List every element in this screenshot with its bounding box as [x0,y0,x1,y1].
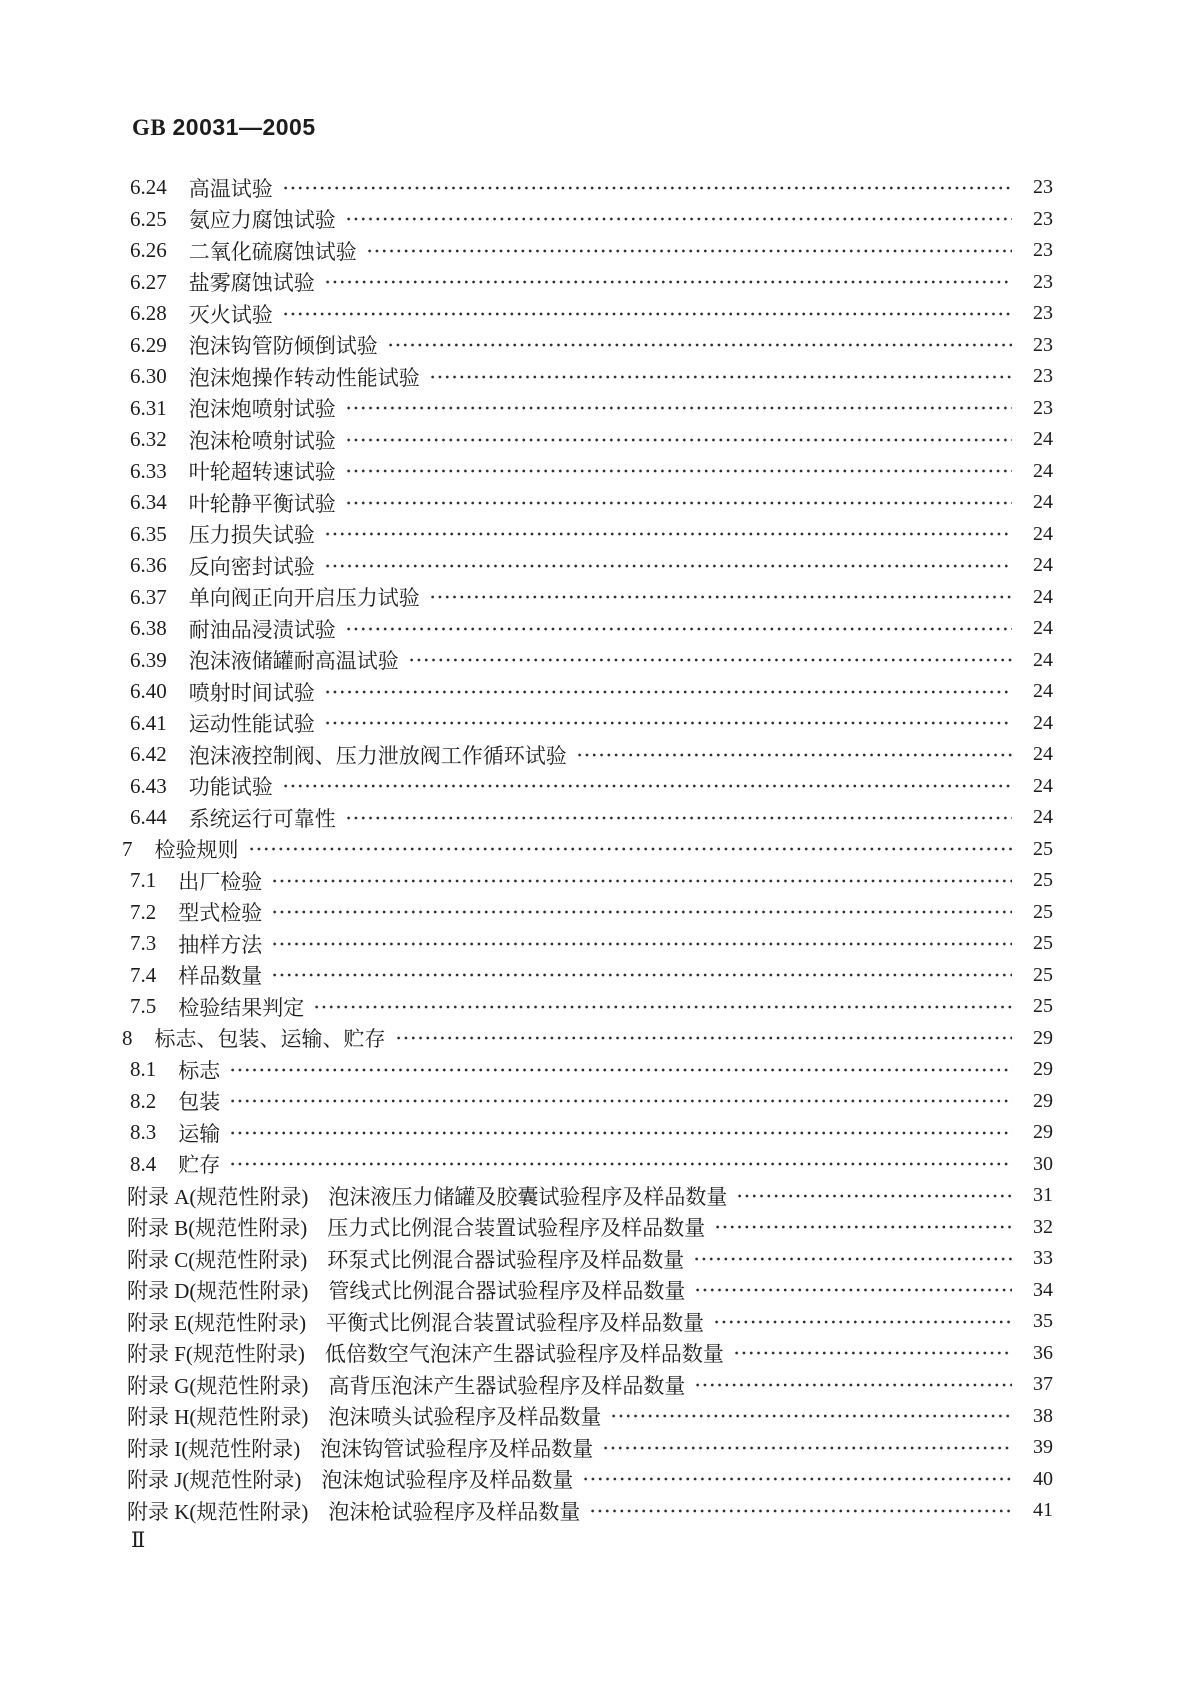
toc-leader-dots [229,1091,1012,1111]
toc-leader-dots [248,839,1013,859]
toc-entry-title: 低倍数空气泡沫产生器试验程序及样品数量 [324,1342,724,1367]
toc-entry-page: 24 [1033,491,1053,514]
toc-entry-page: 25 [1033,900,1053,923]
toc-entry[interactable] [122,298,1053,330]
toc-entry[interactable] [122,1432,1053,1464]
toc-leader-dots [693,1249,1012,1269]
toc-entry-number: 6.28 [130,301,167,326]
toc-leader-dots [366,241,1012,261]
toc-entry[interactable] [122,865,1053,897]
toc-entry-number: 附录 G(规范性附录) [127,1373,309,1398]
toc-entry-page: 33 [1033,1247,1053,1270]
toc-leader-dots [345,430,1012,450]
toc-entry-number: 6.35 [130,521,167,546]
toc-entry[interactable] [122,1338,1053,1370]
toc-leader-dots [313,997,1012,1017]
toc-leader-dots [324,524,1012,544]
toc-entry-title: 标志、包装、运输、贮存 [154,1027,386,1052]
toc-entry-number: 6.25 [130,206,167,231]
toc-leader-dots [229,1123,1012,1143]
toc-entry-number: 8.3 [130,1120,157,1145]
toc-entry[interactable] [122,172,1053,204]
toc-entry-page: 24 [1033,806,1053,829]
toc-leader-dots [282,178,1012,198]
toc-entry-number: 6.42 [130,742,167,767]
toc-entry[interactable] [122,582,1053,614]
toc-entry-number: 6.39 [130,647,167,672]
toc-entry-page: 23 [1033,270,1053,293]
toc-entry-number: 附录 J(规范性附录) [127,1468,302,1493]
toc-entry-title: 型式检验 [178,901,263,926]
toc-entry[interactable] [122,1054,1053,1086]
toc-entry-number: 6.40 [130,679,167,704]
toc-entry-page: 41 [1033,1499,1053,1522]
toc-entry-title: 运输 [178,1121,221,1146]
toc-entry[interactable] [122,1401,1053,1433]
toc-entry-title: 氨应力腐蚀试验 [188,208,336,233]
toc-entry-title: 叶轮超转速试验 [188,460,336,485]
toc-entry-title: 压力损失试验 [188,523,315,548]
toc-entry[interactable] [122,1275,1053,1307]
toc-entry-number: 附录 C(规范性附录) [127,1247,308,1272]
toc-entry-number: 6.44 [130,805,167,830]
toc-entry-number: 8.1 [130,1057,157,1082]
toc-entry-title: 检验规则 [154,838,239,863]
toc-entry-number: 8 [122,1025,133,1050]
toc-entry-number: 附录 B(规范性附录) [127,1216,308,1241]
toc-entry-number: 附录 I(规范性附录) [127,1436,301,1461]
toc-entry[interactable] [122,456,1053,488]
toc-entry[interactable] [122,204,1053,236]
toc-entry-number: 附录 H(规范性附录) [127,1405,309,1430]
toc-entry-page: 23 [1033,302,1053,325]
toc-leader-dots [345,209,1012,229]
toc-entry-page: 29 [1033,1089,1053,1112]
toc-entry-number: 6.27 [130,269,167,294]
toc-leader-dots [271,934,1012,954]
toc-entry-title: 反向密封试验 [188,554,315,579]
toc-entry[interactable] [122,991,1053,1023]
standard-code-prefix: GB [132,115,173,140]
toc-entry-title: 出厂检验 [178,869,263,894]
toc-leader-dots [429,587,1012,607]
toc-entry-title: 泡沫炮喷射试验 [188,397,336,422]
toc-leader-dots [271,871,1012,891]
toc-leader-dots [229,1154,1012,1174]
toc-entry-title: 检验结果判定 [178,995,305,1020]
toc-entry[interactable] [122,1464,1053,1496]
toc-entry-number: 7.5 [130,994,157,1019]
toc-leader-dots [345,493,1012,513]
toc-entry-number: 附录 D(规范性附录) [127,1279,309,1304]
toc-entry-page: 39 [1033,1436,1053,1459]
toc-leader-dots [324,272,1012,292]
toc-list [122,172,1053,1527]
toc-entry-title: 泡沫炮试验程序及样品数量 [321,1468,574,1493]
toc-entry-page: 35 [1033,1310,1053,1333]
toc-leader-dots [429,367,1012,387]
toc-entry-title: 泡沫钩管防倾倒试验 [188,334,378,359]
toc-entry[interactable] [122,802,1053,834]
toc-entry-title: 泡沫枪喷射试验 [188,428,336,453]
toc-entry-title: 二氧化硫腐蚀试验 [188,239,357,264]
toc-leader-dots [576,745,1012,765]
toc-entry-page: 37 [1033,1373,1053,1396]
toc-entry-number: 6.36 [130,553,167,578]
toc-entry[interactable] [122,393,1053,425]
toc-entry[interactable] [122,897,1053,929]
toc-entry[interactable] [122,361,1053,393]
toc-entry-number: 6.26 [130,238,167,263]
toc-entry-title: 标志 [178,1058,221,1083]
toc-entry-number: 6.34 [130,490,167,515]
toc-leader-dots [713,1312,1012,1332]
toc-entry[interactable] [122,1023,1053,1055]
toc-entry-title: 贮存 [178,1153,221,1178]
toc-entry-title: 泡沫液储罐耐高温试验 [188,649,399,674]
toc-leader-dots [345,619,1012,639]
toc-entry-number: 6.29 [130,332,167,357]
toc-leader-dots [282,304,1012,324]
toc-entry-title: 压力式比例混合装置试验程序及样品数量 [327,1216,706,1241]
toc-leader-dots [395,1028,1013,1048]
toc-entry[interactable] [122,1117,1053,1149]
toc-leader-dots [610,1406,1012,1426]
toc-entry[interactable] [122,1149,1053,1181]
toc-leader-dots [589,1501,1012,1521]
toc-entry-page: 25 [1033,963,1053,986]
toc-entry-title: 运动性能试验 [188,712,315,737]
toc-entry-page: 24 [1033,554,1053,577]
toc-entry-page: 24 [1033,774,1053,797]
toc-entry-number: 附录 K(规范性附录) [127,1499,309,1524]
toc-entry-number: 7 [122,836,133,861]
toc-entry-page: 23 [1033,365,1053,388]
toc-entry[interactable] [122,235,1053,267]
toc-entry-page: 29 [1033,1121,1053,1144]
toc-entry-title: 泡沫炮操作转动性能试验 [188,365,420,390]
toc-entry[interactable] [122,676,1053,708]
toc-entry-number: 7.4 [130,962,157,987]
toc-entry[interactable] [122,960,1053,992]
toc-entry-page: 24 [1033,648,1053,671]
toc-entry-page: 24 [1033,522,1053,545]
toc-entry-number: 8.2 [130,1088,157,1113]
toc-entry-page: 32 [1033,1215,1053,1238]
toc-entry-page: 24 [1033,428,1053,451]
toc-leader-dots [271,965,1012,985]
toc-entry-page: 29 [1033,1026,1053,1049]
toc-entry-page: 30 [1033,1152,1053,1175]
toc-entry-page: 31 [1033,1184,1053,1207]
toc-entry-title: 样品数量 [178,964,263,989]
toc-entry[interactable] [122,519,1053,551]
standard-code-header [132,114,316,141]
toc-entry-title: 包装 [178,1090,221,1115]
toc-entry-number: 6.41 [130,710,167,735]
toc-entry-page: 25 [1033,995,1053,1018]
toc-leader-dots [582,1469,1012,1489]
toc-entry-number: 附录 F(规范性附录) [127,1342,305,1367]
toc-entry-number: 6.37 [130,584,167,609]
toc-leader-dots [736,1186,1012,1206]
toc-entry-number: 附录 E(规范性附录) [127,1310,307,1335]
toc-entry-title: 高背压泡沫产生器试验程序及样品数量 [328,1373,686,1398]
toc-leader-dots [714,1217,1012,1237]
toc-entry-number: 6.43 [130,773,167,798]
toc-entry[interactable] [122,771,1053,803]
toc-entry[interactable] [122,424,1053,456]
toc-entry[interactable] [122,708,1053,740]
toc-entry-title: 高温试验 [188,176,273,201]
toc-entry-number: 7.2 [130,899,157,924]
toc-leader-dots [694,1375,1012,1395]
toc-entry-page: 23 [1033,176,1053,199]
toc-entry[interactable] [122,1212,1053,1244]
toc-entry-page: 24 [1033,711,1053,734]
toc-entry-number: 7.1 [130,868,157,893]
toc-leader-dots [345,398,1012,418]
toc-entry[interactable] [122,1369,1053,1401]
toc-entry-number: 6.30 [130,364,167,389]
toc-leader-dots [282,776,1012,796]
toc-entry-title: 叶轮静平衡试验 [188,491,336,516]
toc-entry[interactable] [122,928,1053,960]
toc-entry-page: 25 [1033,932,1053,955]
toc-entry[interactable] [122,267,1053,299]
toc-entry[interactable] [122,1495,1053,1527]
toc-entry-title: 泡沫液压力储罐及胶囊试验程序及样品数量 [328,1184,728,1209]
toc-entry-page: 24 [1033,459,1053,482]
toc-entry-number: 附录 A(规范性附录) [127,1184,309,1209]
toc-entry-title: 盐雾腐蚀试验 [188,271,315,296]
toc-entry-page: 23 [1033,396,1053,419]
toc-entry[interactable] [122,739,1053,771]
toc-entry-title: 灭火试验 [188,302,273,327]
toc-entry-number: 7.3 [130,931,157,956]
toc-leader-dots [271,902,1012,922]
toc-entry[interactable] [122,487,1053,519]
toc-entry-page: 23 [1033,207,1053,230]
toc-entry-number: 6.32 [130,427,167,452]
toc-entry-page: 23 [1033,239,1053,262]
toc-entry-title: 喷射时间试验 [188,680,315,705]
toc-entry[interactable] [122,1086,1053,1118]
standard-code-number: 20031—2005 [172,114,316,140]
toc-entry[interactable] [122,1306,1053,1338]
toc-leader-dots [345,808,1012,828]
toc-entry-page: 25 [1033,869,1053,892]
toc-leader-dots [408,650,1012,670]
toc-entry-title: 泡沫液控制阀、压力泄放阀工作循环试验 [188,743,567,768]
toc-entry-title: 管线式比例混合器试验程序及样品数量 [328,1279,686,1304]
toc-entry-page: 24 [1033,585,1053,608]
toc-leader-dots [324,556,1012,576]
toc-entry-title: 泡沫枪试验程序及样品数量 [328,1499,581,1524]
toc-entry-page: 34 [1033,1278,1053,1301]
toc-entry-number: 6.24 [130,175,167,200]
toc-entry-page: 23 [1033,333,1053,356]
toc-entry-page: 29 [1033,1058,1053,1081]
toc-entry[interactable] [122,834,1053,866]
toc-entry-title: 泡沫喷头试验程序及样品数量 [328,1405,602,1430]
toc-entry-title: 抽样方法 [178,932,263,957]
toc-leader-dots [345,461,1012,481]
toc-entry[interactable] [122,1243,1053,1275]
toc-entry-number: 6.38 [130,616,167,641]
toc-entry[interactable] [122,330,1053,362]
toc-entry-title: 泡沫钩管试验程序及样品数量 [320,1436,594,1461]
toc-entry-page: 36 [1033,1341,1053,1364]
toc-entry-page: 24 [1033,743,1053,766]
toc-entry-number: 6.31 [130,395,167,420]
toc-entry-number: 8.4 [130,1151,157,1176]
toc-leader-dots [324,713,1012,733]
footer-page-number: Ⅱ [131,1528,146,1552]
toc-entry-number: 6.33 [130,458,167,483]
toc-entry-page: 40 [1033,1467,1053,1490]
toc-leader-dots [324,682,1012,702]
toc-leader-dots [387,335,1012,355]
toc-entry-page: 38 [1033,1404,1053,1427]
toc-entry[interactable] [122,613,1053,645]
toc-entry-page: 24 [1033,617,1053,640]
toc-leader-dots [733,1343,1012,1363]
toc-entry-title: 功能试验 [188,775,273,800]
toc-entry[interactable] [122,645,1053,677]
toc-entry-title: 系统运行可靠性 [188,806,336,831]
toc-entry-title: 耐油品浸渍试验 [188,617,336,642]
toc-leader-dots [694,1280,1012,1300]
toc-entry-title: 单向阀正向开启压力试验 [188,586,420,611]
toc-entry[interactable] [122,550,1053,582]
toc-leader-dots [602,1438,1012,1458]
toc-entry-title: 平衡式比例混合装置试验程序及样品数量 [326,1310,705,1335]
toc-entry-page: 24 [1033,680,1053,703]
toc-leader-dots [229,1060,1012,1080]
toc-entry[interactable] [122,1180,1053,1212]
toc-entry-page: 25 [1033,837,1053,860]
toc-entry-title: 环泵式比例混合器试验程序及样品数量 [327,1247,685,1272]
